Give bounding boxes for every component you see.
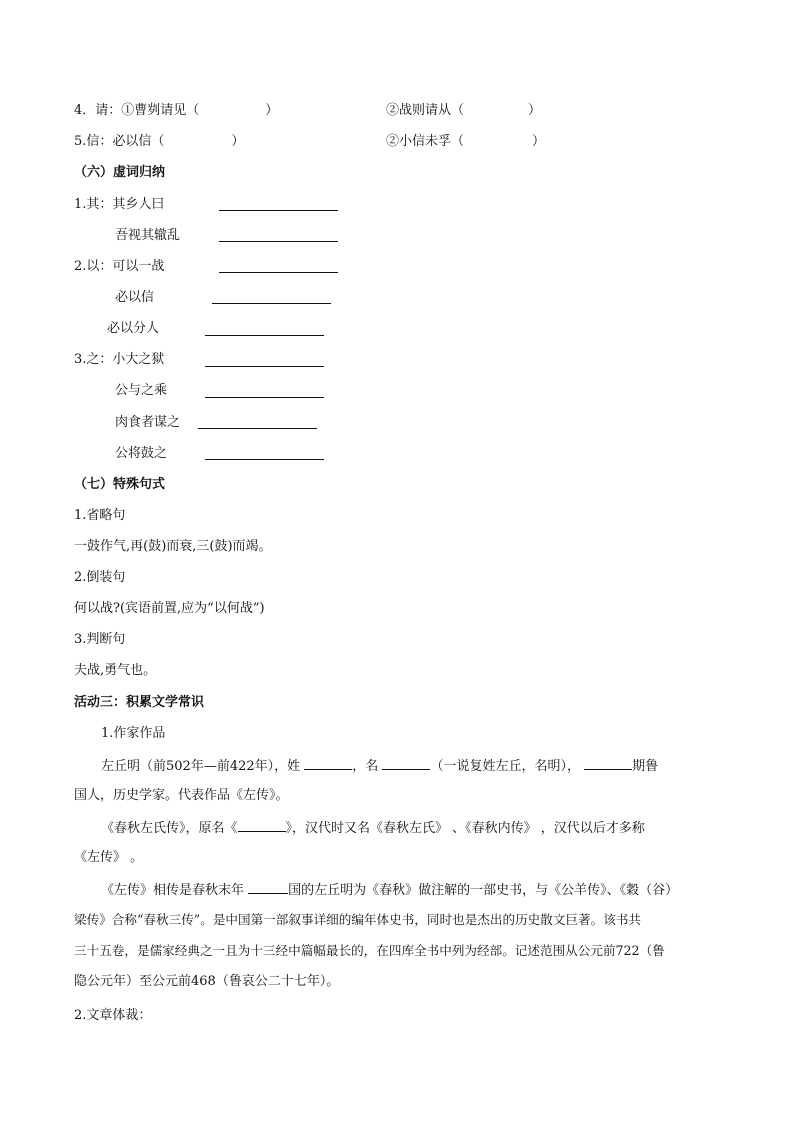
sentence-type-2: 2.倒装句 (74, 570, 126, 585)
q5-left-close: ） (231, 134, 245, 149)
p3-text-b: 国的左丘明为《春秋》做注解的一部史书，与《公羊传》、《穀（谷） (288, 883, 679, 898)
q4-left-close: ） (265, 103, 279, 118)
q4-left (74, 103, 278, 119)
q4-right-text: ②战则请从（ (386, 103, 465, 118)
paragraph-3-line-3: 三十五卷，是儒家经典之一且为十三经中篇幅最长的，在四库全书中列为经部。记述范围从公元前722（鲁 (74, 943, 665, 958)
yi-item-3: 必以分人 (107, 321, 160, 336)
p2-text-a: 《春秋左氏传》，原名《 (101, 821, 238, 836)
q4-right (386, 103, 541, 119)
qi-blank-2[interactable] (219, 241, 338, 242)
state-blank[interactable] (248, 881, 288, 894)
paragraph-2-line-1 (101, 819, 645, 837)
zhi-blank-1[interactable] (205, 366, 324, 367)
p1-text-c: （一说复姓左丘，名明）， (430, 759, 580, 774)
p3-text-a: 《左传》相传是春秋末年 (101, 883, 245, 898)
qi-head: 1.其：其乡人曰 (74, 197, 165, 212)
p1-text-b: ，名 (352, 759, 379, 774)
surname-blank[interactable] (304, 757, 352, 770)
q4-left-text: 4．请：①曹刿请见（ (74, 103, 200, 118)
given-name-blank[interactable] (382, 757, 430, 770)
paragraph-2-line-2: 《左传》 。 (74, 850, 144, 865)
yi-blank-2[interactable] (212, 303, 331, 304)
q5-right (386, 134, 545, 150)
zhi-head: 3.之：小大之狱 (74, 352, 165, 367)
section-6-title: （六）虚词归纳 (74, 165, 166, 180)
activity-3-title: 活动三：积累文学常识 (74, 695, 205, 710)
p1-text-a: 左丘明（前502年—前422年），姓 (101, 759, 301, 774)
sentence-type-1: 1.省略句 (74, 508, 126, 523)
yi-item-2: 必以信 (115, 290, 155, 305)
p2-text-b: 》，汉代时又名《春秋左氏》 、《春秋内传》 ，汉代以后才多称 (285, 821, 645, 836)
zhi-blank-3[interactable] (198, 428, 317, 429)
zhi-blank-4[interactable] (205, 459, 324, 460)
sentence-type-2-example: 何以战?(宾语前置,应为“以何战”) (74, 601, 265, 616)
paragraph-3-line-1 (101, 881, 678, 899)
qi-item-2: 吾视其辙乱 (115, 228, 181, 243)
q5-left (74, 134, 244, 150)
original-name-blank[interactable] (238, 819, 286, 832)
yi-blank-3[interactable] (205, 335, 324, 336)
p1-text-d: 期鲁 (632, 759, 659, 774)
q5-left-text: 5.信：必以信（ (74, 134, 165, 149)
yi-head: 2.以：可以一战 (74, 259, 165, 274)
q5-right-text: ②小信未孚（ (386, 134, 465, 149)
qi-blank-1[interactable] (219, 210, 338, 211)
zhi-item-2: 公与之乘 (115, 383, 168, 398)
sentence-type-1-example: 一鼓作气,再(鼓)而衰,三(鼓)而竭。 (74, 539, 272, 554)
sentence-type-3-example: 夫战,勇气也。 (74, 663, 157, 678)
paragraph-1-line-1 (101, 757, 658, 775)
activity-3-subtitle-2: 2.文章体裁： (74, 1008, 152, 1023)
paragraph-3-line-2: 梁传》合称“春秋三传”。是中国第一部叙事详细的编年体史书，同时也是杰出的历史散文巨著。该书共 (74, 912, 642, 927)
sentence-type-3: 3.判断句 (74, 632, 126, 647)
section-7-title: （七）特殊句式 (74, 477, 166, 492)
q4-right-close: ） (528, 103, 542, 118)
paragraph-1-line-2: 国人，历史学家。代表作品《左传》。 (74, 788, 289, 803)
zhi-item-4: 公将鼓之 (115, 446, 168, 461)
paragraph-3-line-4: 隐公元年）至公元前468（鲁哀公二十七年）。 (74, 974, 340, 989)
q5-right-close: ） (532, 134, 546, 149)
yi-blank-1[interactable] (219, 272, 338, 273)
zhi-blank-2[interactable] (205, 397, 324, 398)
period-blank[interactable] (584, 757, 632, 770)
activity-3-subtitle-1: 1.作家作品 (101, 726, 166, 741)
zhi-item-3: 肉食者谋之 (115, 415, 181, 430)
